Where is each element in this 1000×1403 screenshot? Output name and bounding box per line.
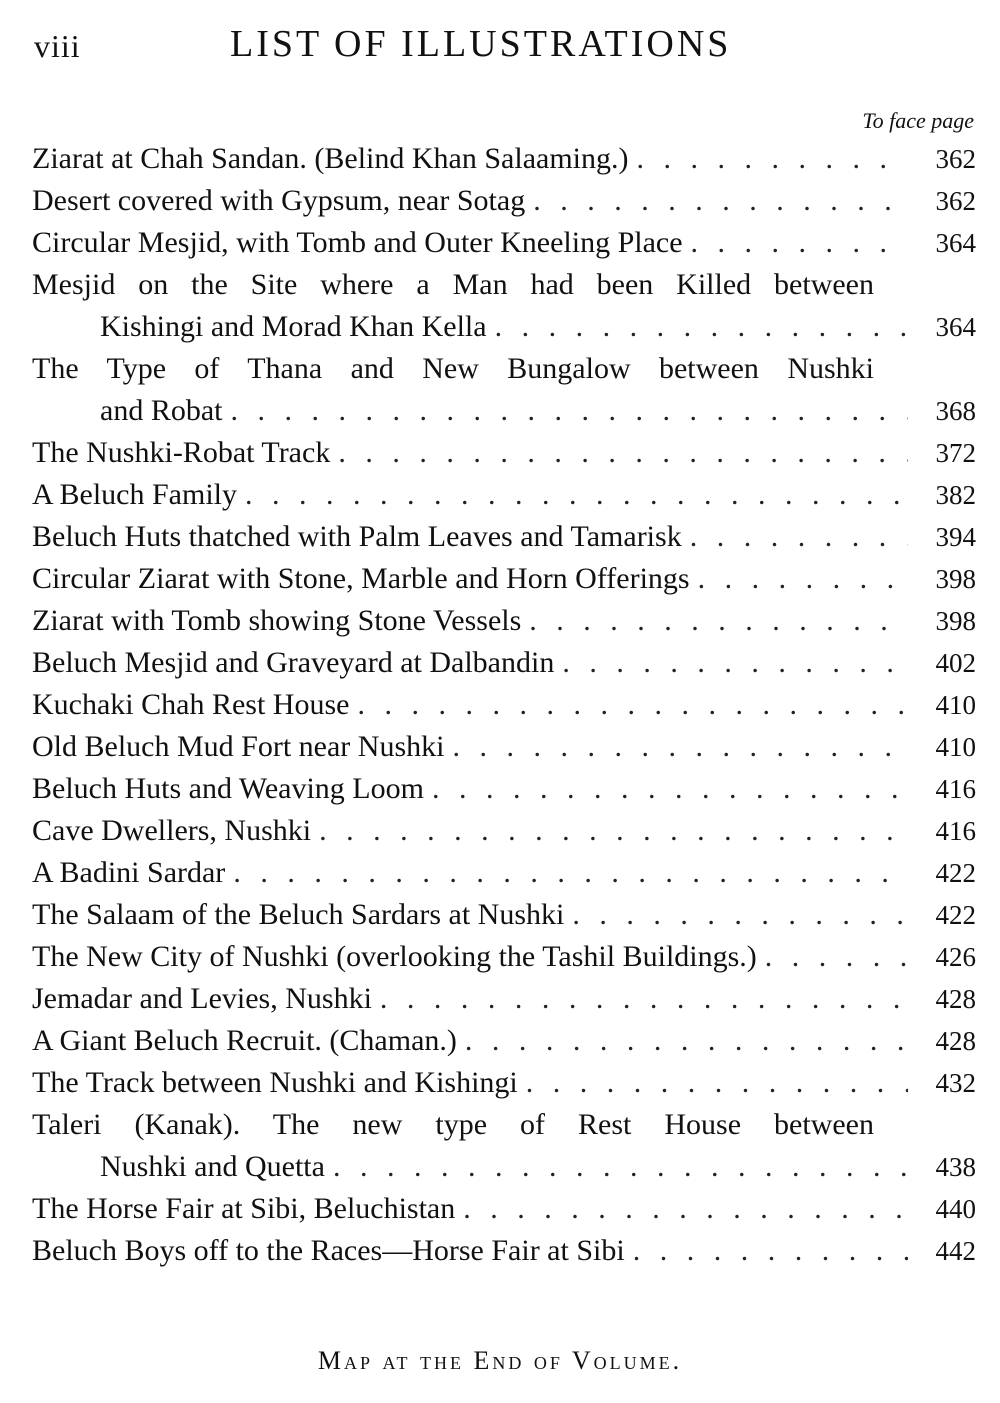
dot-leader xyxy=(333,1146,908,1188)
list-item xyxy=(32,642,976,684)
entry-page-number: 410 xyxy=(935,732,976,762)
dot-leader xyxy=(698,558,908,600)
entry-title-line xyxy=(32,180,976,222)
entry-title-line xyxy=(32,684,976,726)
dot-leader xyxy=(691,222,908,264)
dot-leader xyxy=(463,1188,908,1230)
entry-title-line xyxy=(32,558,976,600)
entry-page-number: 398 xyxy=(935,564,976,594)
list-item xyxy=(32,474,976,516)
entry-title-line xyxy=(32,726,976,768)
entry-page-number: 428 xyxy=(935,1026,976,1056)
entry-title: A Badini Sardar xyxy=(32,856,226,889)
list-item xyxy=(32,978,976,1020)
dot-leader xyxy=(637,138,909,180)
list-item xyxy=(32,684,976,726)
entry-page-number: 410 xyxy=(935,690,976,720)
entry-title: Desert covered with Gypsum, near Sotag xyxy=(32,184,526,217)
list-item xyxy=(32,1230,976,1272)
entry-title-line xyxy=(32,222,976,264)
column-header: To face page xyxy=(862,108,974,133)
entry-page-number: 422 xyxy=(935,900,976,930)
entry-continuation-line xyxy=(32,1146,976,1188)
entry-title-line xyxy=(32,1062,976,1104)
entry-title: A Giant Beluch Recruit. (Chaman.) xyxy=(32,1024,457,1057)
entry-page-number: 426 xyxy=(935,942,976,972)
entry-title: The Track between Nushki and Kishingi xyxy=(32,1066,518,1099)
entry-page-number: 382 xyxy=(935,480,976,510)
entry-title: Jemadar and Levies, Nushki xyxy=(32,982,372,1015)
entry-title: Cave Dwellers, Nushki xyxy=(32,814,312,847)
entry-title-line xyxy=(32,852,976,894)
dot-leader xyxy=(562,642,908,684)
entry-page-number: 372 xyxy=(935,438,976,468)
dot-leader xyxy=(765,936,908,978)
page-title: LIST OF ILLUSTRATIONS xyxy=(230,23,732,65)
entry-page-number: 442 xyxy=(935,1236,976,1266)
dot-leader xyxy=(572,894,908,936)
dot-leader xyxy=(230,390,908,432)
entry-title-line xyxy=(32,642,976,684)
illustrations-list xyxy=(32,138,976,1272)
list-item xyxy=(32,936,976,978)
entry-page-number: 416 xyxy=(935,816,976,846)
entry-title: Circular Mesjid, with Tomb and Outer Kneeling Place xyxy=(32,226,683,259)
entry-page-number: 402 xyxy=(935,648,976,678)
dot-leader xyxy=(357,684,908,726)
dot-leader xyxy=(452,726,908,768)
list-item xyxy=(32,600,976,642)
entry-page-number: 364 xyxy=(935,228,976,258)
list-item xyxy=(32,810,976,852)
entry-title: Kuchaki Chah Rest House xyxy=(32,688,350,721)
list-item xyxy=(32,1062,976,1104)
entry-page-number: 368 xyxy=(935,396,976,426)
list-item xyxy=(32,1104,976,1188)
dot-leader xyxy=(380,978,908,1020)
list-item xyxy=(32,894,976,936)
list-item xyxy=(32,432,976,474)
entry-title-line xyxy=(32,894,976,936)
footer-note: Map at the End of Volume. xyxy=(317,1346,683,1375)
entry-title-line xyxy=(32,1188,976,1230)
entry-title: The Nushki-Robat Track xyxy=(32,436,331,469)
dot-leader xyxy=(529,600,908,642)
list-item xyxy=(32,516,976,558)
entry-title-line xyxy=(32,474,976,516)
page-number: viii xyxy=(34,28,81,64)
entry-title-line xyxy=(32,1230,976,1272)
entry-title-line xyxy=(32,810,976,852)
list-item xyxy=(32,1188,976,1230)
list-item xyxy=(32,264,976,348)
entry-continuation-line xyxy=(32,390,976,432)
entry-title: Taleri (Kanak). The new type of Rest House between xyxy=(32,1108,874,1141)
entry-page-number: 362 xyxy=(935,186,976,216)
list-item xyxy=(32,222,976,264)
entry-page-number: 364 xyxy=(935,312,976,342)
dot-leader xyxy=(526,1062,908,1104)
entry-title: Beluch Huts thatched with Palm Leaves and Tamarisk xyxy=(32,520,682,553)
entry-title: Old Beluch Mud Fort near Nushki xyxy=(32,730,445,763)
entry-title-line xyxy=(32,348,976,390)
entry-title: The New City of Nushki (overlooking the Tashil Buildings.) xyxy=(32,940,757,973)
entry-title: The Type of Thana and New Bungalow between Nushki xyxy=(32,352,874,385)
entry-title-line xyxy=(32,936,976,978)
entry-title: Circular Ziarat with Stone, Marble and Horn Offerings xyxy=(32,562,690,595)
entry-title: Ziarat with Tomb showing Stone Vessels xyxy=(32,604,522,637)
entry-page-number: 432 xyxy=(935,1068,976,1098)
entry-title-line xyxy=(32,516,976,558)
dot-leader xyxy=(245,474,908,516)
entry-page-number: 440 xyxy=(935,1194,976,1224)
list-item xyxy=(32,558,976,600)
entry-title-line xyxy=(32,1104,976,1146)
list-item xyxy=(32,1020,976,1062)
entry-title: Nushki and Quetta xyxy=(100,1150,325,1183)
entry-title-line xyxy=(32,138,976,180)
entry-page-number: 416 xyxy=(935,774,976,804)
entry-page-number: 362 xyxy=(935,144,976,174)
entry-page-number: 428 xyxy=(935,984,976,1014)
entry-title: Beluch Boys off to the Races—Horse Fair at Sibi xyxy=(32,1234,625,1267)
entry-title: Mesjid on the Site where a Man had been Killed between xyxy=(32,268,874,301)
entry-page-number: 422 xyxy=(935,858,976,888)
entry-title: Beluch Huts and Weaving Loom xyxy=(32,772,424,805)
entry-title-line xyxy=(32,978,976,1020)
dot-leader xyxy=(319,810,908,852)
entry-title: A Beluch Family xyxy=(32,478,237,511)
entry-title-line xyxy=(32,768,976,810)
entry-title: The Horse Fair at Sibi, Beluchistan xyxy=(32,1192,456,1225)
dot-leader xyxy=(633,1230,908,1272)
list-item xyxy=(32,726,976,768)
dot-leader xyxy=(338,432,908,474)
dot-leader xyxy=(495,306,908,348)
list-item xyxy=(32,852,976,894)
dot-leader xyxy=(533,180,908,222)
entry-page-number: 398 xyxy=(935,606,976,636)
dot-leader xyxy=(432,768,908,810)
list-item xyxy=(32,138,976,180)
list-item xyxy=(32,348,976,432)
entry-title: Ziarat at Chah Sandan. (Belind Khan Salaaming.) xyxy=(32,142,629,175)
entry-page-number: 394 xyxy=(935,522,976,552)
dot-leader xyxy=(690,516,908,558)
entry-title-line xyxy=(32,432,976,474)
entry-title: The Salaam of the Beluch Sardars at Nushki xyxy=(32,898,565,931)
entry-page-number: 438 xyxy=(935,1152,976,1182)
list-item xyxy=(32,768,976,810)
entry-title-line xyxy=(32,600,976,642)
entry-continuation-line xyxy=(32,306,976,348)
entry-title-line xyxy=(32,1020,976,1062)
entry-title-line xyxy=(32,264,976,306)
dot-leader xyxy=(233,852,908,894)
entry-title: Beluch Mesjid and Graveyard at Dalbandin xyxy=(32,646,555,679)
entry-title: Kishingi and Morad Khan Kella xyxy=(100,310,487,343)
entry-title: and Robat xyxy=(100,394,223,427)
list-item xyxy=(32,180,976,222)
page-header xyxy=(0,18,1000,68)
dot-leader xyxy=(465,1020,908,1062)
